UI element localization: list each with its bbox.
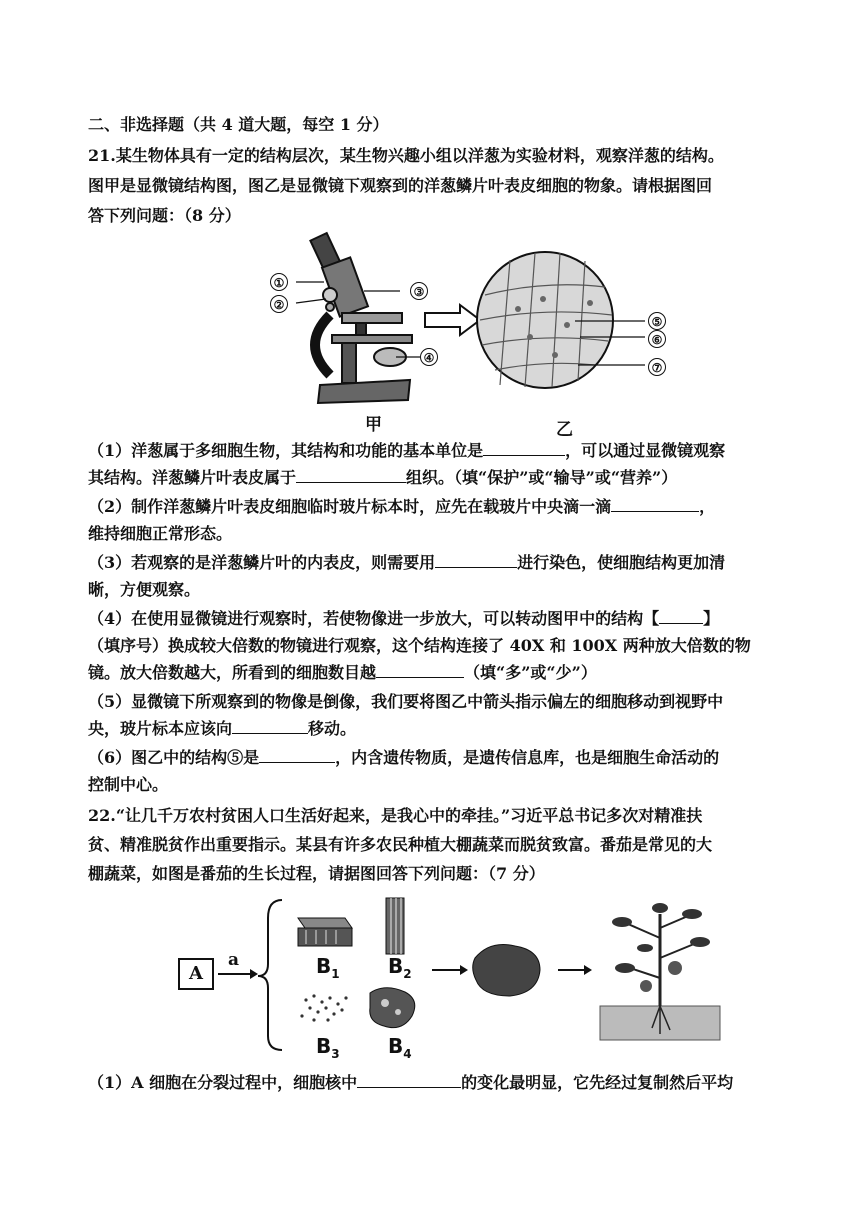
- answer-blank[interactable]: [357, 1073, 461, 1088]
- answer-blank[interactable]: [296, 468, 406, 483]
- q21-intro-line-2: 图甲是显微镜结构图，图乙是显微镜下观察到的洋葱鳞片叶表皮细胞的物象。请根据图回: [88, 176, 713, 195]
- answer-blank[interactable]: [483, 441, 565, 456]
- answer-blank[interactable]: [611, 497, 699, 512]
- q21-p6-line-2: 控制中心。: [88, 775, 169, 794]
- label-b4: $B_4$: [388, 1034, 412, 1061]
- answer-blank[interactable]: [659, 609, 703, 624]
- q21-p1-line-2: 其结构。洋葱鳞片叶表皮属于 组织。（填“保护”或“输导”或“营养”）: [88, 468, 678, 487]
- q21-p2-line-2: 维持细胞正常形态。: [88, 524, 233, 543]
- label-b3: $B_3$: [316, 1034, 340, 1061]
- onion-cells-drawing: [477, 252, 613, 388]
- right-arrow-icon: [425, 305, 480, 335]
- growth-drawing: [170, 888, 740, 1068]
- q21-intro-line-1: 21.某生物体具有一定的结构层次，某生物兴趣小组以洋葱为实验材料，观察洋葱的结构。: [88, 146, 724, 165]
- q21-p4-line-3: 镜。放大倍数越大，所看到的细胞数目越 （填“多”或“少”）: [88, 663, 597, 682]
- answer-blank[interactable]: [435, 553, 517, 568]
- label-b2: $B_2$: [388, 954, 412, 981]
- tissue-b1-drawing: [298, 918, 352, 946]
- microscope-figure: [260, 225, 690, 440]
- q21-intro-line-3: 答下列问题：（8 分）: [88, 206, 241, 225]
- q21-p3-line-1: （3）若观察的是洋葱鳞片叶的内表皮，则需要用 进行染色，使细胞结构更加清: [88, 553, 726, 572]
- label-7: ⑦: [648, 358, 666, 376]
- cell-a-box: A: [178, 958, 214, 990]
- q21-p5-line-2: 央，玻片标本应该向 移动。: [88, 719, 357, 738]
- q22-intro-line-2: 贫、精准脱贫作出重要指示。某县有许多农民种植大棚蔬菜而脱贫致富。番茄是常见的大: [88, 835, 713, 854]
- tomato-growth-figure: [170, 888, 740, 1068]
- answer-blank[interactable]: [259, 748, 335, 763]
- q21-p2-line-1: （2）制作洋葱鳞片叶表皮细胞临时玻片标本时，应先在载玻片中央滴一滴 ，: [88, 497, 716, 516]
- q21-p3-line-2: 晰，方便观察。: [88, 580, 201, 599]
- label-3: ③: [410, 282, 428, 300]
- label-1: ①: [270, 273, 288, 291]
- label-5: ⑤: [648, 312, 666, 330]
- q21-p4-line-2: （填序号）换成较大倍数的物镜进行观察，这个结构连接了 40X 和 100X 两种放大倍数的物: [88, 636, 751, 655]
- tissue-b2-drawing: [386, 898, 404, 954]
- label-6: ⑥: [648, 330, 666, 348]
- q21-p1-line-1: （1）洋葱属于多细胞生物，其结构和功能的基本单位是 ，可以通过显微镜观察: [88, 441, 726, 460]
- section-header: 二、非选择题（共 4 道大题，每空 1 分）: [88, 115, 389, 134]
- caption-jia: 甲: [365, 415, 382, 435]
- q21-p6-line-1: （6）图乙中的结构⑤是 ，内含遗传物质，是遗传信息库，也是细胞生命活动的: [88, 748, 720, 767]
- tissue-b4-drawing: [370, 988, 415, 1028]
- arrow-label-a: a: [228, 950, 240, 970]
- q21-p4-line-1: （4）在使用显微镜进行观察时，若使物像进一步放大，可以转动图甲中的结构【 】: [88, 609, 720, 628]
- label-4: ④: [420, 348, 438, 366]
- tomato-fruit-drawing: [473, 945, 540, 997]
- q22-p1-line-1: （1）A 细胞在分裂过程中，细胞核中 的变化最明显，它先经过复制然后平均: [88, 1073, 734, 1092]
- tomato-plant-drawing: [600, 903, 720, 1040]
- q22-intro-line-1: 22.“让几千万农村贫困人口生活好起来，是我心中的牵挂。”习近平总书记多次对精准扶: [88, 806, 703, 825]
- answer-blank[interactable]: [232, 719, 308, 734]
- microscope-cells-drawing: [260, 225, 690, 435]
- q21-p5-line-1: （5）显微镜下所观察到的物像是倒像，我们要将图乙中箭头指示偏左的细胞移动到视野中: [88, 692, 724, 711]
- tissue-b3-drawing: [300, 994, 347, 1021]
- label-b1: $B_1$: [316, 954, 340, 981]
- answer-blank[interactable]: [376, 663, 464, 678]
- label-2: ②: [270, 295, 288, 313]
- microscope-drawing: [310, 233, 412, 403]
- caption-yi: 乙: [556, 420, 573, 440]
- q22-intro-line-3: 棚蔬菜，如图是番茄的生长过程，请据图回答下列问题：（7 分）: [88, 864, 545, 883]
